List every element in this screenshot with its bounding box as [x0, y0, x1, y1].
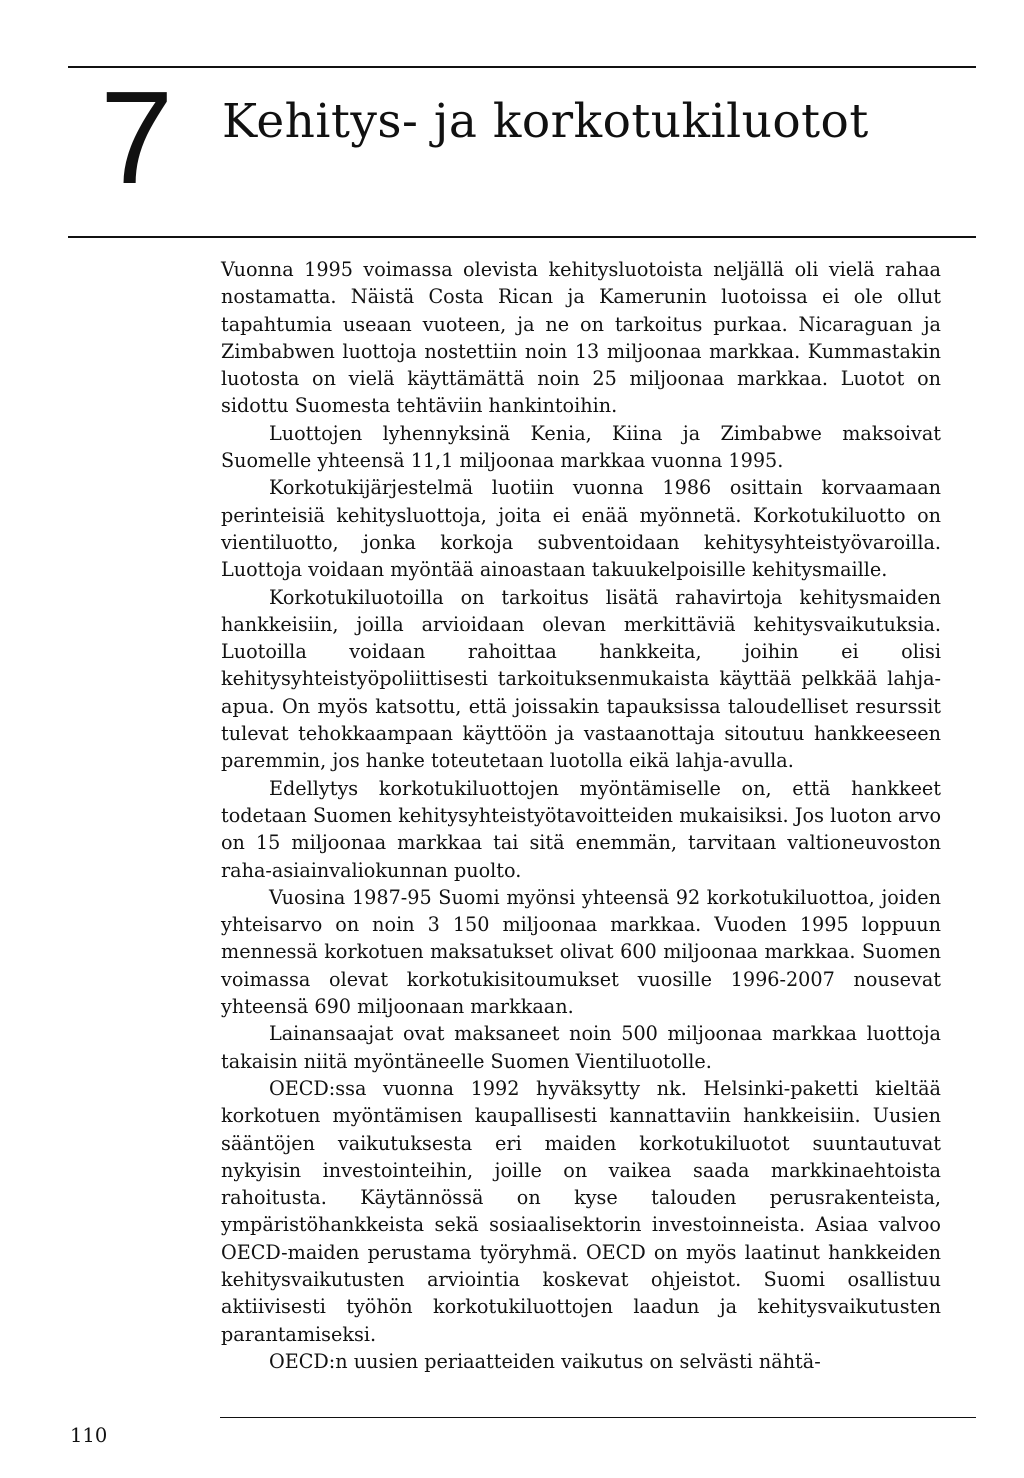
paragraph: Korkotukiluotoilla on tarkoitus lisätä rahavirtoja kehitysmaiden hankkeisiin, joilla arvioidaan olevan merkittäviä kehitysvaikutuksia. Luotoilla voidaan rahoittaa hankkeita, joihin ei olisi kehitysyhteistyöpoliittisesti tarkoituksenmukaista käyttää pelkkää lahja-apua. On myös katsottu, että joissakin tapauksissa taloudelliset resurssit tulevat tehokkaampaan käyttöön ja vastaanottaja sitoutuu hankkeeseen paremmin, jos hanke toteutetaan luotolla eikä lahja-avulla.: [221, 585, 941, 773]
paragraph: OECD:n uusien periaatteiden vaikutus on selvästi nähtä-: [269, 1349, 821, 1373]
page-number: 110: [70, 1424, 108, 1447]
chapter-title: Kehitys- ja korkotukiluotot: [222, 94, 869, 149]
heading-rule: [68, 236, 976, 238]
paragraph: Vuonna 1995 voimassa olevista kehitysluotoista neljällä oli vielä rahaa nostamatta. Näistä Costa Rican ja Kamerunin luotoissa ei ole ollut tapahtumia useaan vuoteen, ja ne on tarkoitus purkaa. Nicaraguan ja Zimbabwen luottoja nostettiin noin 13 miljoonaa markkaa. Kummastakin luotosta on vielä käyttämättä noin 25 miljoonaa markkaa. Luotot on sidottu Suomesta tehtäviin hankintoihin.: [221, 258, 941, 418]
body-text: [221, 256, 941, 1375]
paragraph: Vuosina 1987-95 Suomi myönsi yhteensä 92 korkotukiluottoa, joiden yhteisarvo on noin 3 150 miljoonaa markkaa. Vuoden 1995 loppuun mennessä korkotuen maksatukset olivat 600 miljoonaa markkaa. Suomen voimassa olevat korkotukisitoumukset vuosille 1996-2007 nousevat yhteensä 690 miljoonaan markkaan.: [221, 885, 941, 1019]
paragraph: OECD:ssa vuonna 1992 hyväksytty nk. Helsinki-paketti kieltää korkotuen myöntämisen kaupallisesti kannattaviin hankkeisiin. Uusien sääntöjen vaikutuksesta eri maiden korkotukiluotot suuntautuvat nykyisin investointeihin, joille on vaikea saada markkinaehtoista rahoitusta. Käytännössä on kyse talouden perusrakenteista, ympäristöhankkeista sekä sosiaalisektorin investoinneista. Asiaa valvoo OECD-maiden perustama työryhmä. OECD on myös laatinut hankkeiden kehitysvaikutusten arviointia koskevat ohjeistot. Suomi osallistuu aktiivisesti työhön korkotukiluottojen laadun ja kehitysvaikutusten parantamiseksi.: [221, 1076, 941, 1346]
paragraph: Korkotukijärjestelmä luotiin vuonna 1986 osittain korvaamaan perinteisiä kehitysluottoja, joita ei enää myönnetä. Korkotukiluotto on vientiluotto, jonka korkoja subventoidaan kehitysyhteistyövaroilla. Luottoja voidaan myöntää ainoastaan takuukelpoisille kehitysmaille.: [221, 476, 941, 582]
paragraph: Lainansaajat ovat maksaneet noin 500 miljoonaa markkaa luottoja takaisin niitä myöntäneelle Suomen Vientiluotolle.: [221, 1022, 941, 1073]
paragraph: Luottojen lyhennyksinä Kenia, Kiina ja Zimbabwe maksoivat Suomelle yhteensä 11,1 miljoonaa markkaa vuonna 1995.: [221, 421, 941, 473]
top-rule: [68, 66, 976, 68]
chapter-number: 7: [100, 64, 174, 211]
paragraph: Edellytys korkotukiluottojen myöntämiselle on, että hankkeet todetaan Suomen kehitysyhteistyötavoitteiden mukaisiksi. Jos luoton arvo on 15 miljoonaa markkaa tai sitä enemmän, tarvitaan valtioneuvoston raha-asiainvaliokunnan puolto.: [221, 776, 941, 882]
footer-rule: [220, 1417, 976, 1418]
